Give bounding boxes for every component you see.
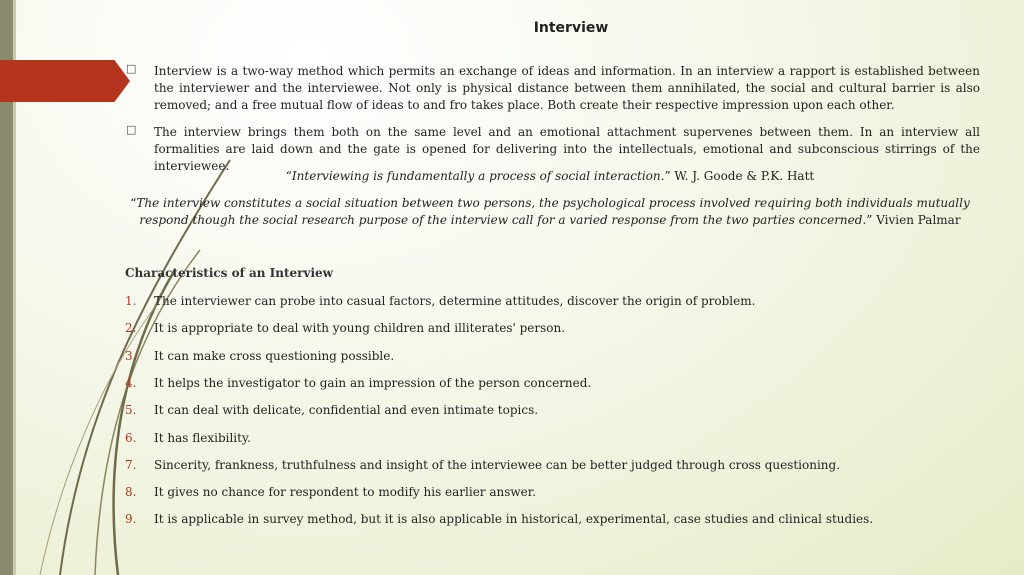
list-number: 8. bbox=[125, 485, 137, 499]
slide-title: Interview bbox=[533, 20, 609, 36]
list-number: 4. bbox=[125, 376, 137, 390]
quote-author: Vivien Palmar bbox=[876, 213, 961, 227]
bullet-paragraph-2: The interview brings them both on the same level and an emotional attachment supervenes between them. In an interview all formalities are laid down and the gate is opened for delivering into the intellectuals, emotional and subconscious stirrings of the interviewee. bbox=[154, 125, 980, 173]
list-item bbox=[125, 293, 985, 311]
list-number: 3. bbox=[125, 349, 137, 363]
list-item bbox=[125, 457, 985, 475]
bullet-icon: □ bbox=[126, 62, 137, 75]
list-text: It is appropriate to deal with young children and illiterates' person. bbox=[154, 321, 566, 335]
quote-close-mark: .” bbox=[862, 213, 877, 227]
list-item bbox=[125, 320, 985, 338]
list-text: It has flexibility. bbox=[154, 431, 251, 445]
list-number: 9. bbox=[125, 512, 137, 526]
quote-goode-hatt bbox=[120, 168, 980, 185]
list-text: It helps the investigator to gain an impression of the person concerned. bbox=[154, 376, 592, 390]
quote-open-mark: “ bbox=[285, 169, 292, 183]
list-number: 7. bbox=[125, 458, 137, 472]
list-item bbox=[125, 511, 985, 529]
list-number: 5. bbox=[125, 403, 137, 417]
list-item bbox=[125, 375, 985, 393]
list-text: It can make cross questioning possible. bbox=[154, 349, 395, 363]
list-text: It is applicable in survey method, but it is also applicable in historical, experimental, case studies and clinical studies. bbox=[154, 512, 874, 526]
quote-open-mark: “ bbox=[130, 196, 137, 210]
quote-author: W. J. Goode & P.K. Hatt bbox=[674, 169, 815, 183]
list-number: 1. bbox=[125, 294, 137, 308]
list-number: 6. bbox=[125, 431, 137, 445]
quote-text: The interview constitutes a social situation between two persons, the psychological process involved requiring both individuals mutually respond though the social research purpose of the interview call for a varied response from the two parties concerned bbox=[136, 196, 970, 227]
bullet-paragraph-1: Interview is a two-way method which permits an exchange of ideas and information. In an interview a rapport is established between the interviewer and the interviewee. Not only is physical distance between them annihilated, the social and cultural barrier is also removed; and a free mutual flow of ideas to and fro takes place. Both create their respective impression upon each other. bbox=[154, 64, 980, 112]
list-text: The interviewer can probe into casual factors, determine attitudes, discover the origin of problem. bbox=[154, 294, 756, 308]
quote-text: Interviewing is fundamentally a process of social interaction bbox=[291, 169, 661, 183]
list-number: 2. bbox=[125, 321, 137, 335]
list-text: It gives no chance for respondent to modify his earlier answer. bbox=[154, 485, 537, 499]
quote-close-mark: .” bbox=[660, 169, 675, 183]
list-item bbox=[125, 430, 985, 448]
list-item bbox=[125, 484, 985, 502]
list-text: It can deal with delicate, confidential and even intimate topics. bbox=[154, 403, 539, 417]
quote-vivien-palmar bbox=[120, 195, 980, 229]
red-accent-tab bbox=[0, 60, 130, 102]
characteristics-heading: Characteristics of an Interview bbox=[125, 266, 333, 280]
list-item bbox=[125, 348, 985, 366]
bullet-icon: □ bbox=[126, 123, 137, 136]
list-item bbox=[125, 402, 985, 420]
list-text: Sincerity, frankness, truthfulness and insight of the interviewee can be better judged through cross questioning. bbox=[154, 458, 841, 472]
